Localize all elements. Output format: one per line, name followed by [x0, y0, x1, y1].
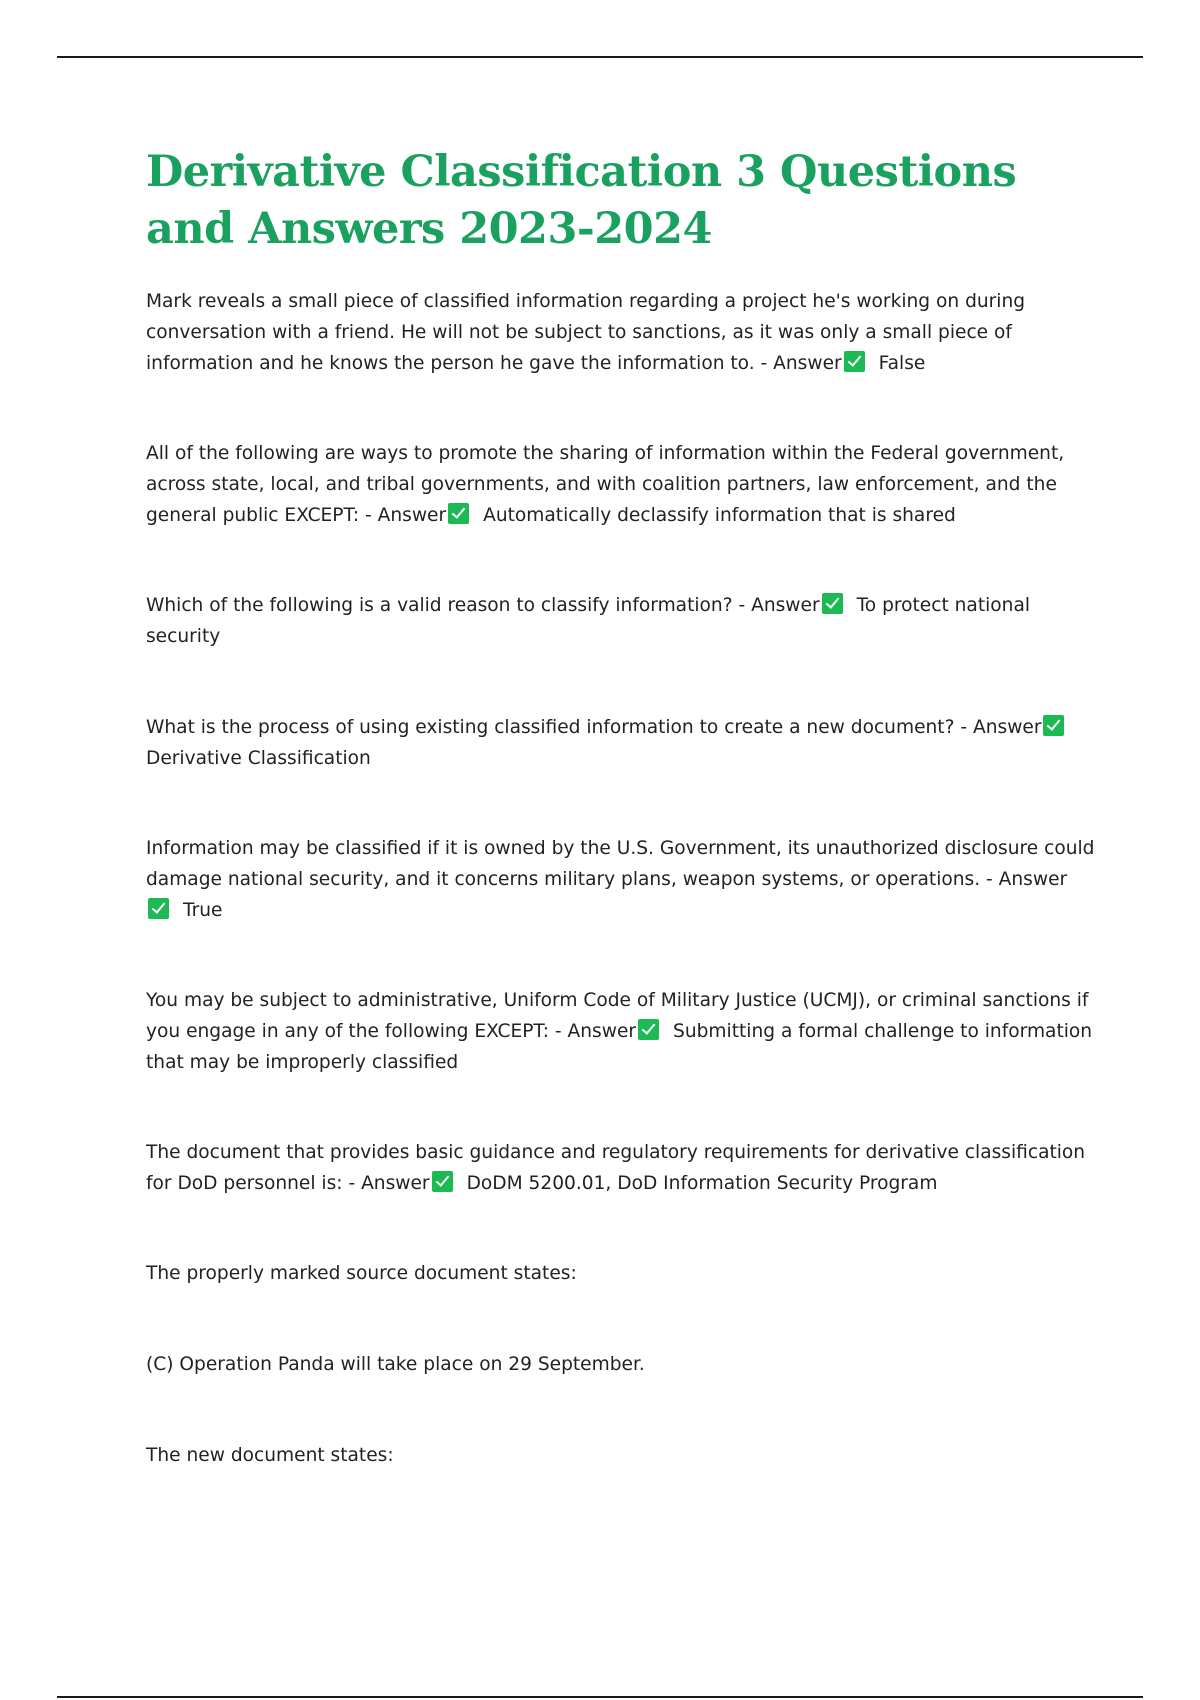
qa-item-3 [146, 590, 1096, 652]
top-rule [57, 56, 1143, 58]
qa-item-1 [146, 286, 1096, 379]
question-text: The document that provides basic guidance and regulatory requirements for derivative classification for DoD personnel is: [146, 1142, 1086, 1194]
answer-text: DoDM 5200.01, DoD Information Security Program [466, 1173, 938, 1194]
green-checkmark-icon [844, 351, 865, 372]
question-text: Which of the following is a valid reason to classify information? [146, 595, 733, 616]
qa-item-2 [146, 438, 1096, 531]
qa-item-4 [146, 712, 1096, 774]
qa-item-5 [146, 833, 1096, 926]
question-text: You may be subject to administrative, Uniform Code of Military Justice (UCMJ), or criminal sanctions if you engage in any of the following EXCEPT: [146, 990, 1089, 1042]
new-document-line: The new document states: [146, 1445, 394, 1466]
question-text: Mark reveals a small piece of classified information regarding a project he's working on during conversation with a friend. He will not be subject to sanctions, as it was only a small piece of information and he knows the person he gave the information to. [146, 291, 1026, 374]
source-document-line: The properly marked source document states: [146, 1263, 577, 1284]
qa-item-7 [146, 1137, 1096, 1199]
answer-text: To protect national security [146, 595, 1031, 647]
question-text: All of the following are ways to promote the sharing of information within the Federal government, across state, local, and tribal governments, and with coalition partners, law enforcement, and the general public EXCEPT: [146, 443, 1065, 526]
green-checkmark-icon [448, 503, 469, 524]
document-body [146, 144, 1096, 1471]
bottom-rule [57, 1696, 1143, 1698]
answer-text: False [878, 353, 926, 374]
qa-item-6 [146, 985, 1096, 1078]
answer-label: - Answer [754, 353, 842, 374]
answer-label: - Answer [342, 1173, 430, 1194]
green-checkmark-icon [1043, 715, 1064, 736]
answer-label: - Answer [359, 505, 447, 526]
answer-text: Automatically declassify information that is shared [483, 505, 956, 526]
green-checkmark-icon [638, 1019, 659, 1040]
green-checkmark-icon [822, 593, 843, 614]
answer-label: - Answer [980, 869, 1068, 890]
question-text: What is the process of using existing classified information to create a new document? [146, 717, 955, 738]
answer-label: - Answer [954, 717, 1042, 738]
green-checkmark-icon [148, 898, 169, 919]
answer-text: Submitting a formal challenge to information that may be improperly classified [146, 1021, 1093, 1073]
document-title: Derivative Classification 3 Questions and Answers 2023-2024 [146, 147, 1017, 254]
answer-label: - Answer [549, 1021, 637, 1042]
source-portion-line: (C) Operation Panda will take place on 29 September. [146, 1354, 645, 1375]
answer-text: True [183, 900, 223, 921]
answer-text: Derivative Classification [146, 748, 371, 769]
green-checkmark-icon [432, 1171, 453, 1192]
answer-label: - Answer [732, 595, 820, 616]
question-text: Information may be classified if it is owned by the U.S. Government, its unauthorized disclosure could damage national security, and it concerns military plans, weapon systems, or operations. [146, 838, 1095, 890]
